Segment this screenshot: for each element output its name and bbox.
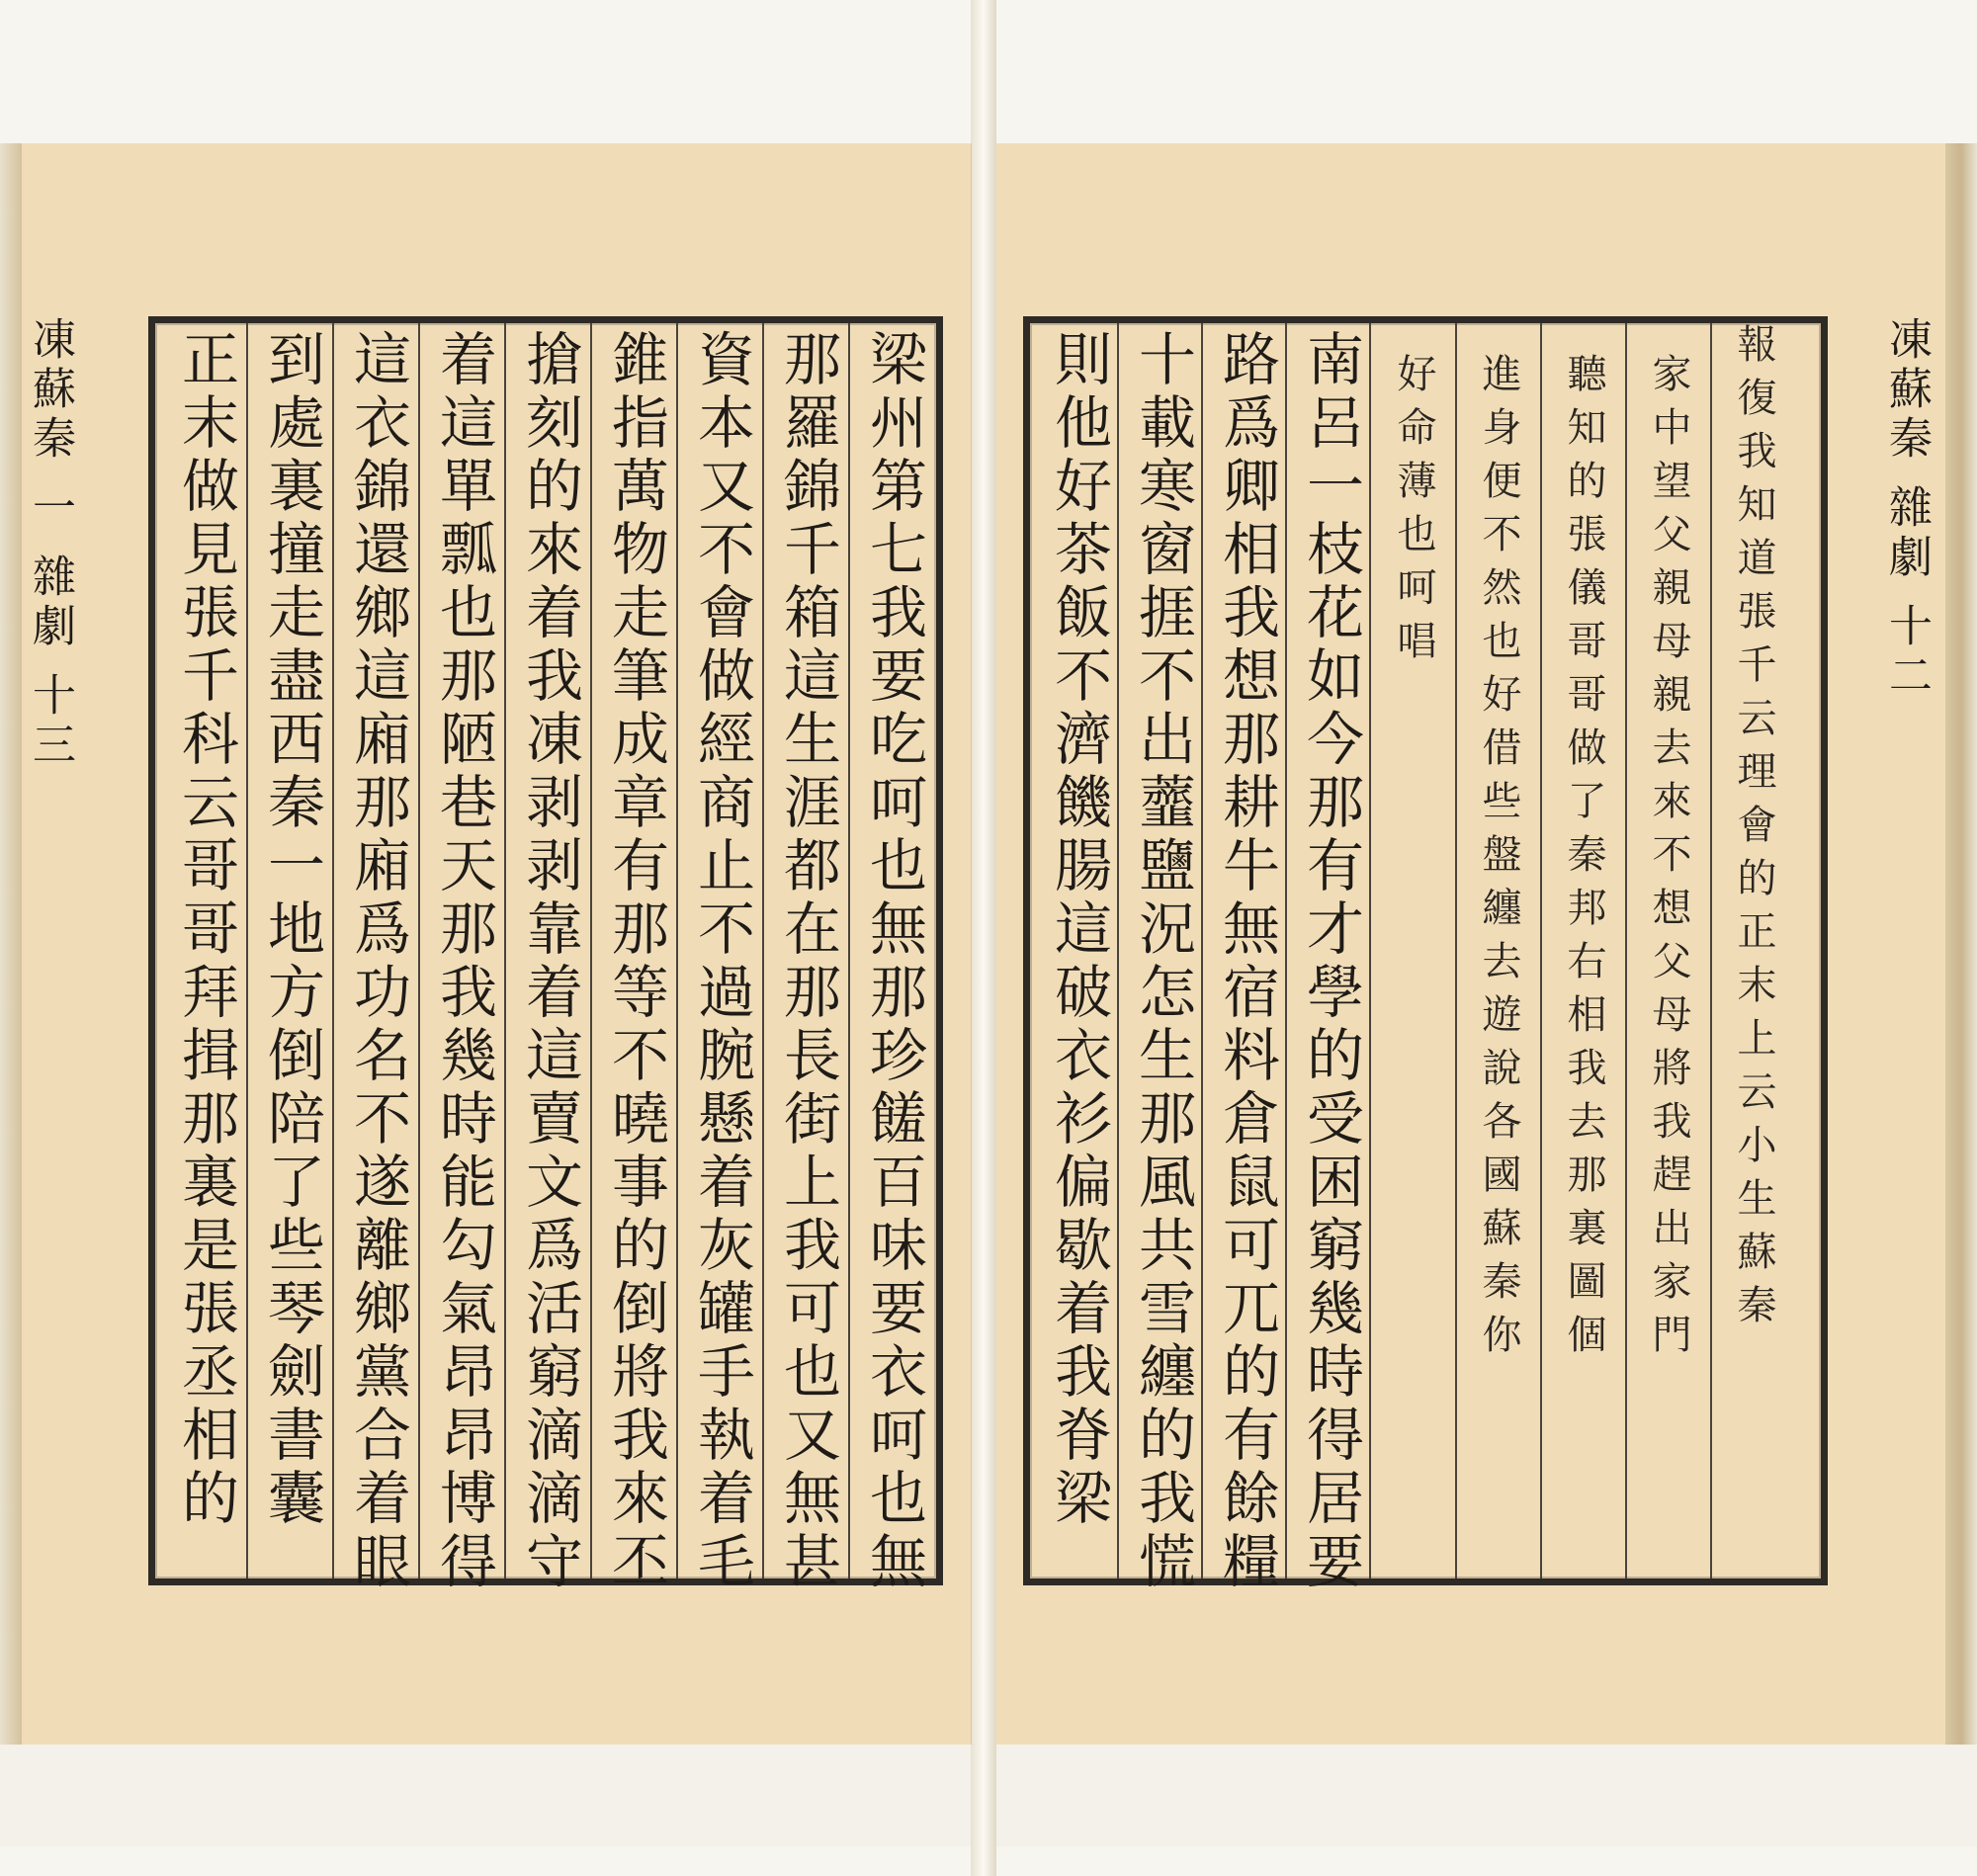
column-rule — [676, 323, 678, 1578]
left-text-frame — [148, 316, 943, 1594]
column-rule — [1201, 323, 1203, 1578]
text-column: 梁州第七我要吃呵也無那珍饈百味要衣呵也無 — [860, 329, 927, 1594]
text-column: 正末做見張千科云哥哥拜揖那裏是張丞相的 — [172, 329, 239, 1531]
right-text-frame — [1023, 316, 1828, 1594]
text-column-small: 報復我知道張千云理會的正末上云小生蘇秦 — [1731, 323, 1776, 1337]
text-column: 那羅錦千箱這生涯都在那長街上我可也又無甚 — [774, 329, 841, 1594]
column-rule — [332, 323, 334, 1578]
text-column: 搶刻的來着我凍剥剥靠着這賣文爲活窮滴滴守 — [516, 329, 583, 1594]
column-rule — [246, 323, 248, 1578]
text-column: 資本又不會做經商止不過腕懸着灰罐手執着毛 — [688, 329, 755, 1594]
left-margin-title: 凍蘇秦 一 雜劇 十三 — [25, 316, 75, 771]
column-rule — [1455, 323, 1457, 1578]
column-rule — [1285, 323, 1287, 1578]
column-rule — [1117, 323, 1119, 1578]
text-column-small: 家中望父親母親去來不想父母將我趕出家門 — [1646, 353, 1691, 1367]
column-rule — [848, 323, 850, 1578]
column-rule — [590, 323, 592, 1578]
text-column: 着這單瓢也那陋巷天那我幾時能勾氣昂昂博得 — [430, 329, 497, 1594]
text-column: 則他好茶飯不濟饑腸這破衣衫偏歇着我脊梁 — [1045, 329, 1112, 1531]
right-page-edge — [1945, 143, 1977, 1745]
column-rule — [762, 323, 764, 1578]
text-column: 路爲卿相我想那耕牛無宿料倉鼠可兀的有餘糧 — [1213, 329, 1280, 1594]
book-gutter — [971, 0, 996, 1876]
text-column-small: 聽知的張儀哥哥做了秦邦右相我去那裏圖個 — [1561, 353, 1606, 1367]
right-margin-title: 凍蘇秦 雜劇 十二 — [1881, 316, 1932, 702]
text-column-small: 進身便不然也好借些盤纏去遊說各國蘇秦你 — [1476, 353, 1521, 1367]
text-column: 十載寒窗捱不出虀鹽況怎生那風共雪纏的我慌 — [1129, 329, 1196, 1594]
column-rule — [418, 323, 420, 1578]
text-column-small: 好命薄也呵唱 — [1391, 353, 1436, 673]
column-rule — [1369, 323, 1371, 1578]
column-rule — [504, 323, 506, 1578]
text-column: 錐指萬物走筆成章有那等不曉事的倒將我來丕 — [602, 329, 669, 1594]
text-column: 南呂一枝花如今那有才學的受困窮幾時得居要 — [1297, 329, 1364, 1594]
column-rule — [1625, 323, 1627, 1578]
column-rule — [1710, 323, 1712, 1578]
text-column: 到處裏撞走盡西秦一地方倒陪了些琴劍書囊 — [258, 329, 325, 1531]
text-column: 這衣錦還鄉這廂那廂爲功名不遂離鄉黨合着眼 — [344, 329, 411, 1594]
column-rule — [1540, 323, 1542, 1578]
